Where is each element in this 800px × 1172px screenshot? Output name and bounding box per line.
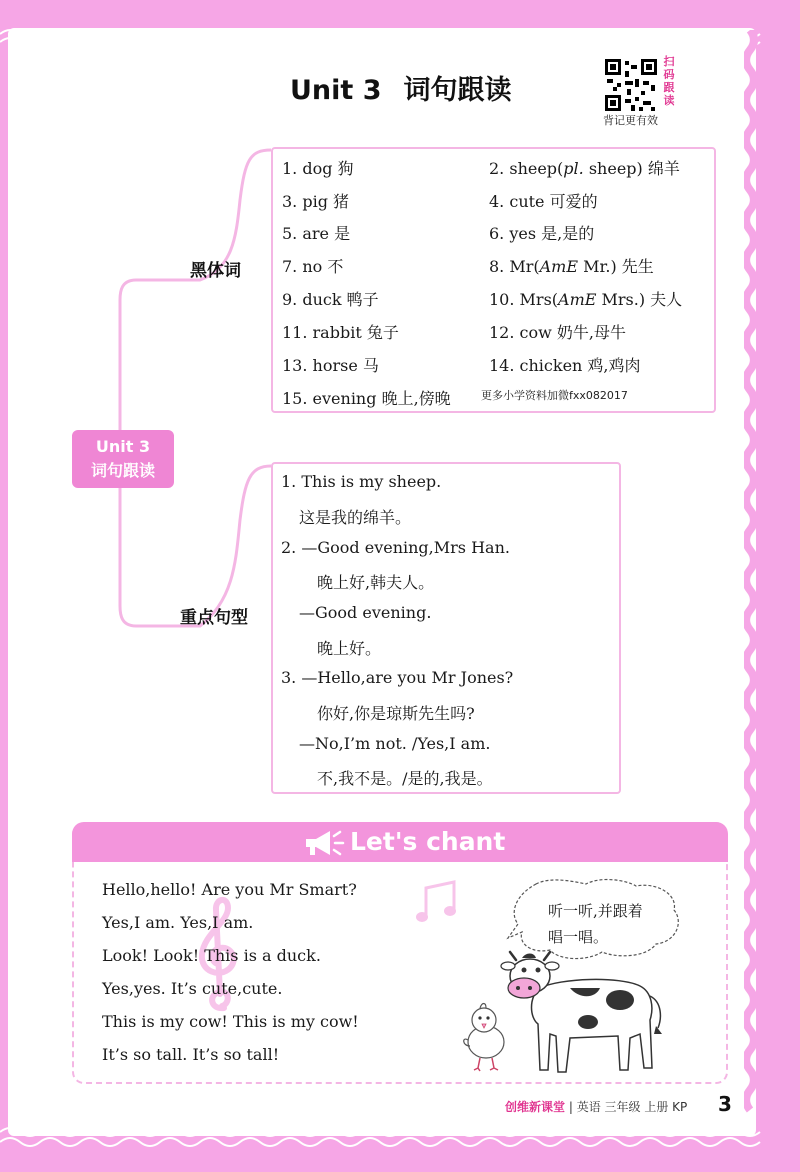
vocab-item: 12. cow 奶牛,母牛 (489, 323, 626, 342)
vocab-item: 9. duck 鸭子 (282, 290, 379, 309)
title-cn: 词句跟读 (403, 75, 512, 106)
vocab-item: 15. evening 晚上,傍晚 (282, 389, 451, 408)
footer-brand: 创维新课堂 (505, 1100, 566, 1114)
chant-line: Yes,yes. It’s cute,cute. (102, 979, 283, 998)
vocab-item: 7. no 不 (282, 257, 344, 276)
chant-line: This is my cow! This is my cow! (102, 1012, 359, 1031)
vocab-item: 13. horse 马 (282, 356, 379, 375)
footer (505, 1098, 687, 1115)
sentence-line: 晚上好。 (317, 639, 382, 658)
sentences-box (271, 462, 621, 794)
vocab-item: 2. sheep(pl. sheep) 绵羊 (489, 159, 680, 178)
page-right-wave (744, 30, 766, 1130)
mindmap-center-node (72, 430, 174, 488)
chant-line: Hello,hello! Are you Mr Smart? (102, 880, 357, 899)
page-title (290, 68, 512, 107)
page-bottom-wave (0, 1110, 800, 1158)
sentence-line: 不,我不是。/是的,我是。 (317, 769, 493, 788)
qr-caption: 背记更有效 (603, 114, 658, 127)
center-line-2: 词句跟读 (90, 461, 155, 480)
qr-side-text: 扫码跟读 (663, 55, 675, 107)
sentence-line: 晚上好,韩夫人。 (317, 573, 435, 592)
sentence-line: 2. —Good evening,Mrs Han. (281, 538, 510, 557)
bubble-text (548, 898, 668, 950)
cow-illustration (500, 948, 670, 1080)
chant-line: It’s so tall. It’s so tall! (102, 1045, 280, 1064)
vocab-item: 11. rabbit 兔子 (282, 323, 399, 342)
sentence-line: —No,I’m not. /Yes,I am. (299, 734, 491, 753)
branch-sentences-label: 重点句型 (180, 608, 248, 628)
chant-title: Let's chant (350, 827, 506, 856)
qr-code-icon[interactable] (603, 57, 659, 113)
footer-info: | 英语 三年级 上册 KP (568, 1100, 688, 1114)
vocab-item: 10. Mrs(AmE Mrs.) 夫人 (489, 290, 683, 309)
vocab-item: 5. are 是 (282, 224, 351, 243)
vocab-item: 8. Mr(AmE Mr.) 先生 (489, 257, 654, 276)
vocab-item: 1. dog 狗 (282, 159, 354, 178)
chant-line: Yes,I am. Yes,I am. (102, 913, 254, 932)
sentence-line: 你好,你是琼斯先生吗? (317, 704, 475, 723)
sentence-line: —Good evening. (299, 603, 432, 622)
center-line-1: Unit 3 (95, 437, 151, 456)
sentence-line: 3. —Hello,are you Mr Jones? (281, 668, 514, 687)
unit-label: Unit 3 (290, 75, 382, 106)
chick-illustration (458, 1000, 512, 1072)
vocabulary-box (271, 147, 716, 413)
vocab-item: 14. chicken 鸡,鸡肉 (489, 356, 641, 375)
bubble-line-2: 唱一唱。 (548, 928, 609, 946)
vocab-note: 更多小学资料加微fxx082017 (481, 389, 628, 402)
music-notes-icon (414, 880, 462, 924)
vocab-item: 4. cute 可爱的 (489, 192, 598, 211)
chant-line: Look! Look! This is a duck. (102, 946, 321, 965)
vocab-item: 6. yes 是,是的 (489, 224, 595, 243)
page-number: 3 (718, 1092, 732, 1116)
bubble-line-1: 听一听,并跟着 (548, 902, 643, 920)
megaphone-icon (302, 828, 346, 858)
branch-vocab-label: 黑体词 (190, 261, 241, 281)
sentence-line: 这是我的绵羊。 (299, 508, 412, 527)
sentence-line: 1. This is my sheep. (281, 472, 442, 491)
vocab-item: 3. pig 猪 (282, 192, 350, 211)
